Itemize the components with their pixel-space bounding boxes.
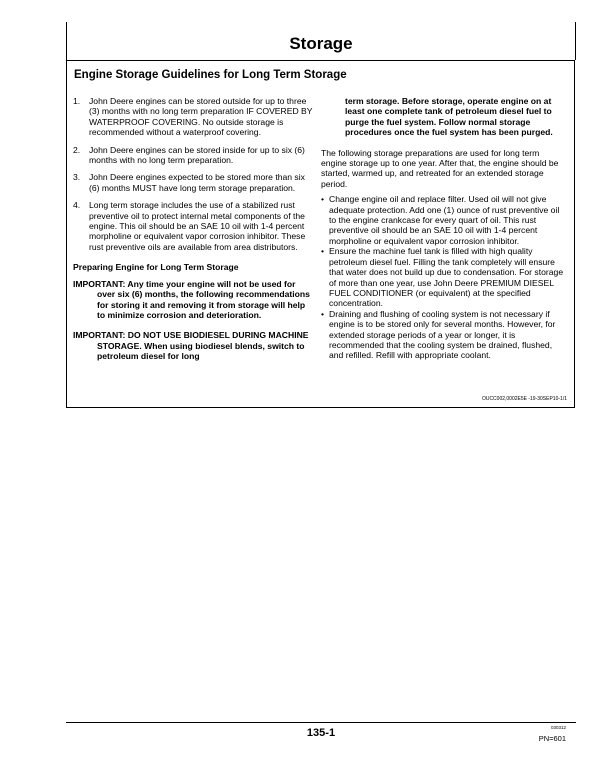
left-column (73, 96, 313, 372)
list-item-number: 1. (73, 96, 81, 106)
storage-steps-list (73, 96, 313, 252)
bullet-text: Draining and flushing of cooling system is not necessary if engine is to be stored only for several months. However, for extended storage periods of a year or longer, it is recommended that the cooling system be drained, flushed, and refilled. Refill with appropriate coolant. (329, 308, 556, 361)
page-title: Storage (289, 34, 353, 53)
list-item (73, 200, 313, 252)
bullet-icon: • (321, 308, 325, 319)
list-item (73, 145, 313, 166)
footer-rule (66, 722, 576, 723)
list-item-number: 2. (73, 144, 81, 155)
intro-paragraph: The following storage preparations are used for long term engine storage up to one year. After that, the engine should be started, warmed up, and retreated for an extended storage period. (321, 147, 559, 189)
preparing-heading: Preparing Engine for Long Term Storage (73, 262, 239, 273)
important-note-2-continued: term storage. Before storage, operate engine on at least one complete tank of petroleum diesel fuel to purge the fuel system. Follow normal storage procedures once the fuel system has been purged. (345, 96, 553, 138)
list-item-number: 3. (73, 172, 81, 183)
bullet-text: Ensure the machine fuel tank is filled with high quality petroleum diesel fuel. Filling the tank completely will ensure that water does not build up due to condensation. For storage of more than one year, use John Deere PREMIUM DIESEL FUEL CONDITIONER (or equivalent) at the specified concentration. (329, 246, 564, 309)
bullet-icon: • (321, 194, 325, 205)
list-item-text: John Deere engines can be stored outside for up to three (3) months with no long term preparation IF COVERED BY WATERPROOF COVERING. No outside storage is recommended without a waterproof covering. (89, 96, 313, 138)
list-item-text: John Deere engines expected to be stored more than six (6) months MUST have long term storage preparation. (89, 172, 305, 193)
list-item-text: John Deere engines can be stored inside for up to six (6) months with no long term preparation. (89, 144, 305, 166)
list-item-number: 4. (73, 200, 81, 211)
bullet-item (321, 194, 567, 246)
bullet-text: Change engine oil and replace filter. Used oil will not give adequate protection. Add one (1) ounce of rust preventive oil to the engine crankcase for every quart of oil. This rust preventive oil should be an SAE 10 oil with 1-4 percent morpholine or equivalent vapor corrosion inhibitor. (329, 194, 560, 246)
list-item (73, 172, 313, 193)
list-item-text: Long term storage includes the use of a stabilized rust preventive oil to protect internal metal components of the engine. This oil should be an SAE 10 oil with 1-4 percent morpholine or equivalent vapor corrosion inhibitor. These rust preventive oils are available from area distributors. (89, 200, 306, 252)
right-column (321, 96, 567, 361)
footer-code: 030312 (550, 725, 566, 730)
bullet-item (321, 309, 567, 361)
important-note-2: IMPORTANT: DO NOT USE BIODIESEL DURING MACHINE STORAGE. When using biodiesel blends, switch to petroleum diesel for long (73, 330, 309, 362)
reference-code: OUCC002,0002E5E -19-30SEP10-1/1 (481, 396, 567, 402)
list-item (73, 96, 313, 138)
bullet-icon: • (321, 246, 325, 257)
part-number: PN=601 (538, 734, 566, 743)
storage-preparations-list (321, 194, 567, 361)
bullet-item (321, 246, 567, 308)
important-note-1: IMPORTANT: Any time your engine will not be used for over six (6) months, the following recommendations for storing it and removing it from storage will help to minimize corrosion and deterioration. (73, 278, 310, 320)
page-number: 135-1 (306, 727, 336, 739)
section-heading: Engine Storage Guidelines for Long Term Storage (74, 69, 347, 81)
